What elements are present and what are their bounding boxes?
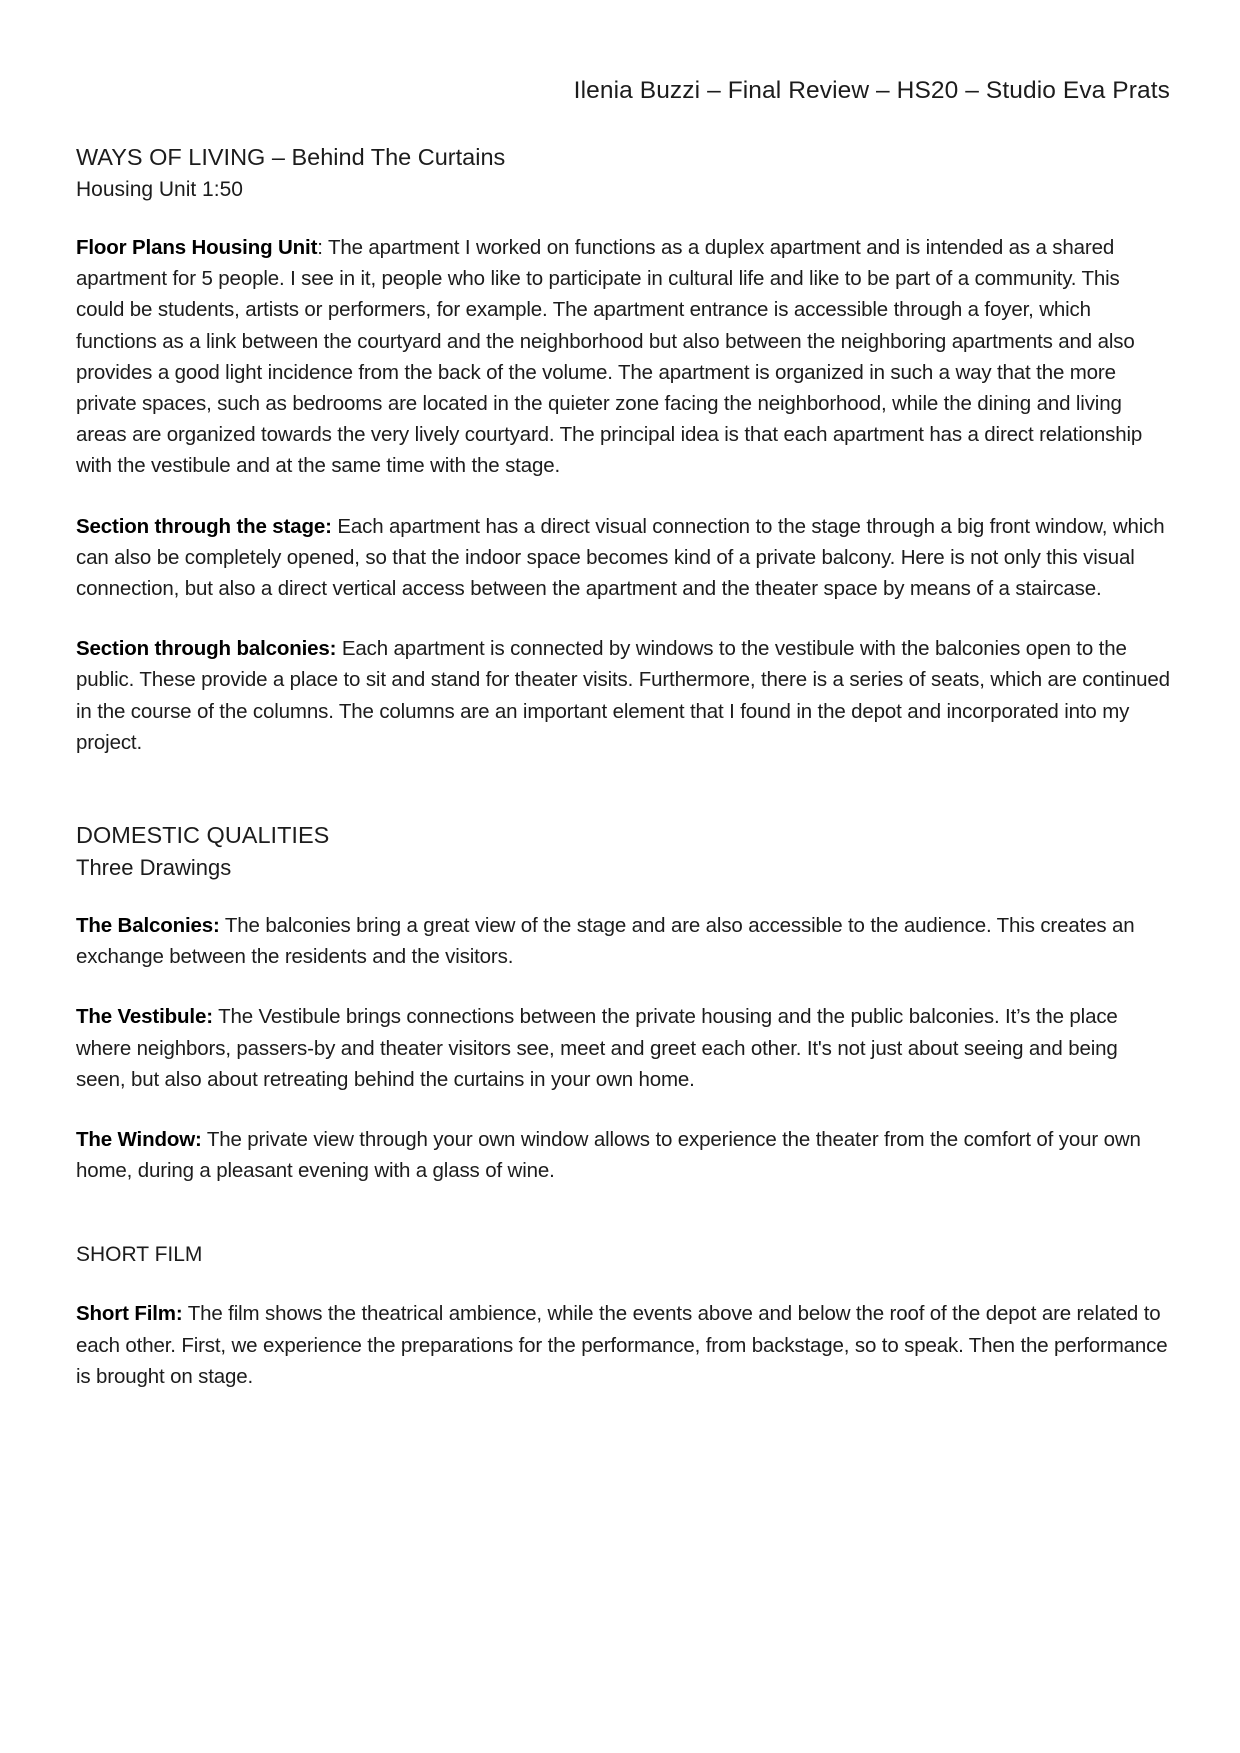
paragraph-body: Each apartment is connected by windows to the vestibule with the balconies open to the public. These provide a place to sit and stand for theater visits. Furthermore, there is a series of seats, which are continued in the course of the columns. The columns are an important element that I found in the depot and incorporated into my project. bbox=[76, 637, 1170, 754]
section-title: DOMESTIC QUALITIES bbox=[76, 822, 330, 849]
paragraph-window bbox=[76, 1124, 1172, 1186]
section-domestic-qualities bbox=[76, 818, 1172, 1186]
paragraph-lead: Floor Plans Housing Unit bbox=[76, 236, 318, 259]
running-header: Ilenia Buzzi – Final Review – HS20 – Studio Eva Prats bbox=[573, 77, 1170, 104]
paragraph-balconies bbox=[76, 910, 1172, 972]
section-subtitle: Housing Unit 1:50 bbox=[76, 178, 243, 201]
section-short-film bbox=[76, 1238, 1172, 1392]
paragraph-section-stage bbox=[76, 511, 1172, 605]
paragraph-section-balconies bbox=[76, 633, 1172, 758]
paragraph-body: Each apartment has a direct visual connection to the stage through a big front window, which can also be completely opened, so that the indoor space becomes kind of a private balcony. Here is not only this visual connection, but also a direct vertical access between the apartment and the theater space by means of a staircase. bbox=[76, 514, 1165, 601]
paragraph-body: The private view through your own window allows to experience the theater from the comfort of your own home, during a pleasant evening with a glass of wine. bbox=[76, 1128, 1141, 1183]
document-body bbox=[76, 140, 1172, 1392]
paragraph-lead: The Vestibule: bbox=[76, 1005, 213, 1029]
section-subtitle: Three Drawings bbox=[76, 855, 232, 881]
paragraph-lead: Section through balconies: bbox=[76, 637, 337, 661]
paragraph-body: The Vestibule brings connections between the private housing and the public balconies. It’s the place where neighbors, passers-by and theater visitors see, meet and greet each other. It's not just about seeing and being seen, but also about retreating behind the curtains in your own home. bbox=[76, 1005, 1118, 1091]
paragraph-lead: Section through the stage: bbox=[76, 514, 332, 538]
section-ways-of-living bbox=[76, 140, 1172, 758]
paragraph-body: The balconies bring a great view of the stage and are also accessible to the audience. This creates an exchange between the residents and the visitors. bbox=[76, 914, 1135, 969]
section-title: SHORT FILM bbox=[76, 1243, 203, 1267]
paragraph-body: : The apartment I worked on functions as a duplex apartment and is intended as a shared apartment for 5 people. I see in it, people who like to participate in cultural life and like to be part of a community. This could be students, artists or performers, for example. The apartment entrance is accessible through a foyer, which functions as a link between the courtyard and the neighborhood but also between the neighboring apartments and also provides a good light incidence from the back of the volume. The apartment is organized in such a way that the more private spaces, such as bedrooms are located in the quieter zone facing the neighborhood, while the dining and living areas are organized towards the very lively courtyard. The principal idea is that each apartment has a direct relationship with the vestibule and at the same time with the stage. bbox=[76, 236, 1143, 478]
paragraph-body: The film shows the theatrical ambience, while the events above and below the roof of the depot are related to each other. First, we experience the preparations for the performance, from backstage, so to speak. Then the performance is brought on stage. bbox=[76, 1302, 1168, 1388]
paragraph-lead: The Window: bbox=[76, 1128, 202, 1152]
paragraph-lead: Short Film: bbox=[76, 1302, 183, 1326]
paragraph-lead: The Balconies: bbox=[76, 914, 220, 938]
paragraph-vestibule bbox=[76, 1001, 1172, 1095]
paragraph-short-film bbox=[76, 1298, 1172, 1392]
paragraph-floor-plans bbox=[76, 232, 1172, 482]
section-title: WAYS OF LIVING – Behind The Curtains bbox=[76, 144, 506, 170]
